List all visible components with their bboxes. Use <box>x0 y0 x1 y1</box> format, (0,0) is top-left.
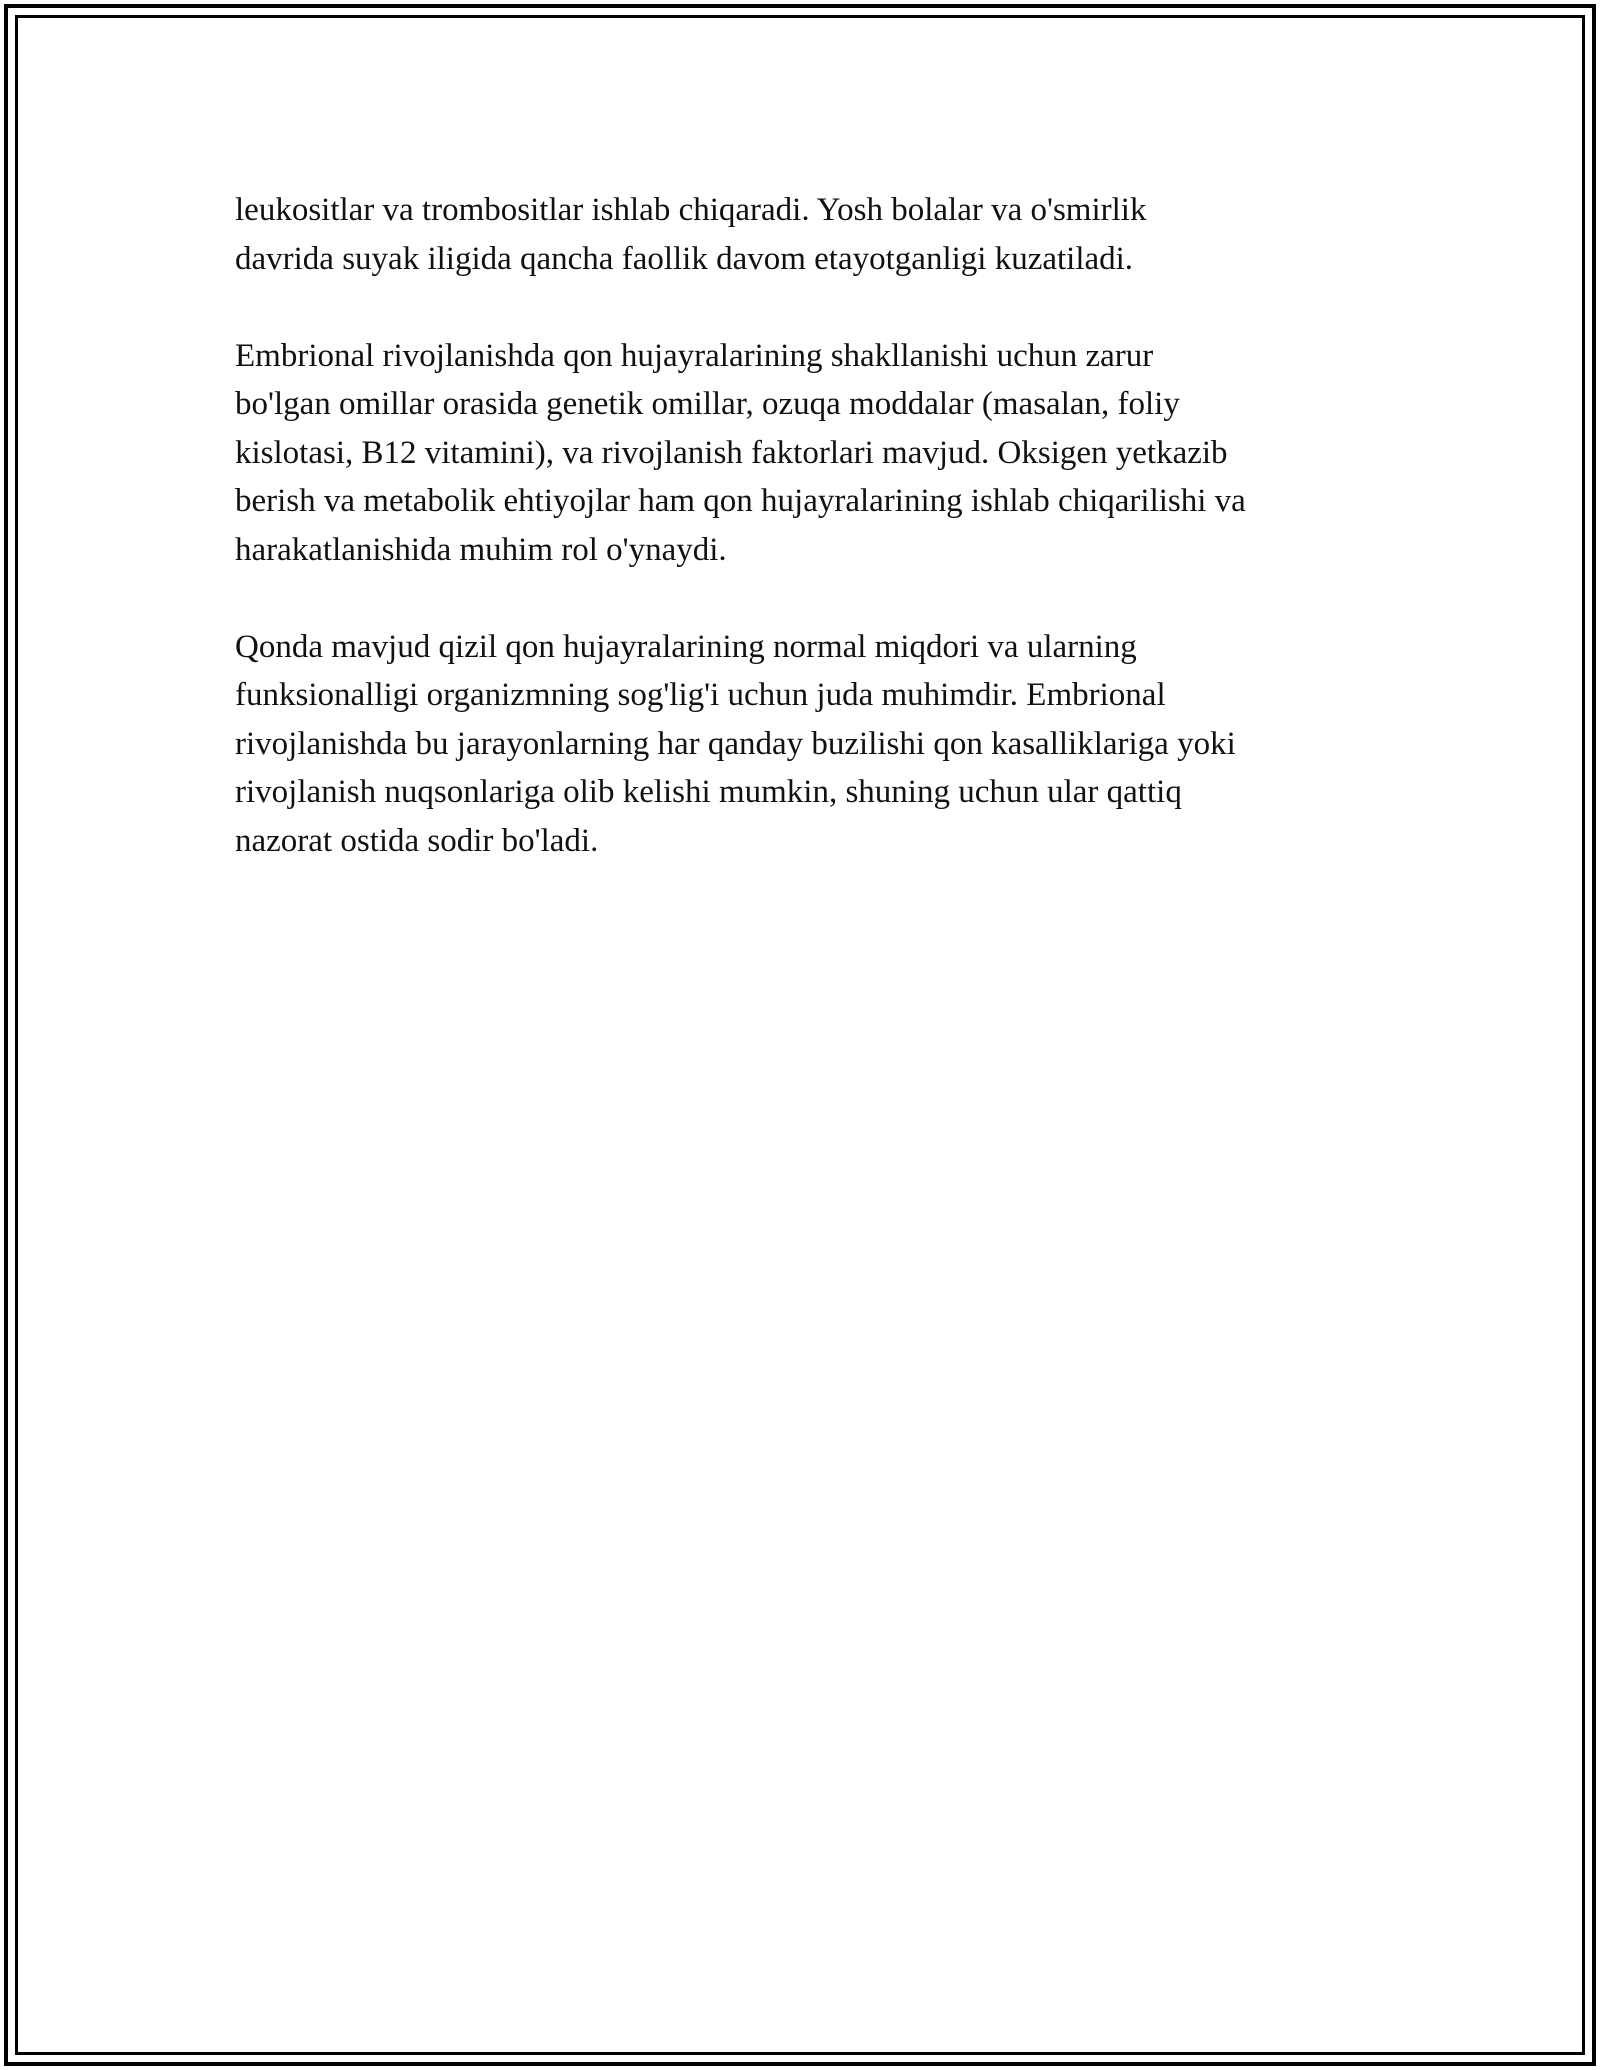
paragraph-line: funksionalligi organizmning sog'lig'i uchun juda muhimdir. Embrional <box>235 677 1166 713</box>
paragraph-line: rivojlanish nuqsonlariga olib kelishi mumkin, shuning uchun ular qattiq <box>235 774 1182 810</box>
paragraph-line: bo'lgan omillar orasida genetik omillar, ozuqa moddalar (masalan, foliy <box>235 386 1180 422</box>
paragraph-line: Embrional rivojlanishda qon hujayralarining shakllanishi uchun zarur <box>235 337 1154 374</box>
paragraph-2 <box>235 332 1395 575</box>
paragraph-1 <box>235 186 1395 283</box>
paragraph-line: leukositlar va trombositlar ishlab chiqaradi. Yosh bolalar va o'smirlik <box>235 192 1147 228</box>
document-body <box>235 186 1395 914</box>
paragraph-line: rivojlanishda bu jarayonlarning har qanday buzilishi qon kasalliklariga yoki <box>235 725 1236 762</box>
paragraph-3 <box>235 623 1395 866</box>
paragraph-line: berish va metabolik ehtiyojlar ham qon hujayralarining ishlab chiqarilishi va <box>235 483 1246 519</box>
paragraph-line: harakatlanishida muhim rol o'ynaydi. <box>235 531 727 568</box>
paragraph-line: davrida suyak iligida qancha faollik davom etayotganligi kuzatiladi. <box>235 240 1134 277</box>
paragraph-line: Qonda mavjud qizil qon hujayralarining normal miqdori va ularning <box>235 628 1137 665</box>
paragraph-line: kislotasi, B12 vitamini), va rivojlanish faktorlari mavjud. Oksigen yetkazib <box>235 434 1228 471</box>
paragraph-line: nazorat ostida sodir bo'ladi. <box>235 822 599 859</box>
